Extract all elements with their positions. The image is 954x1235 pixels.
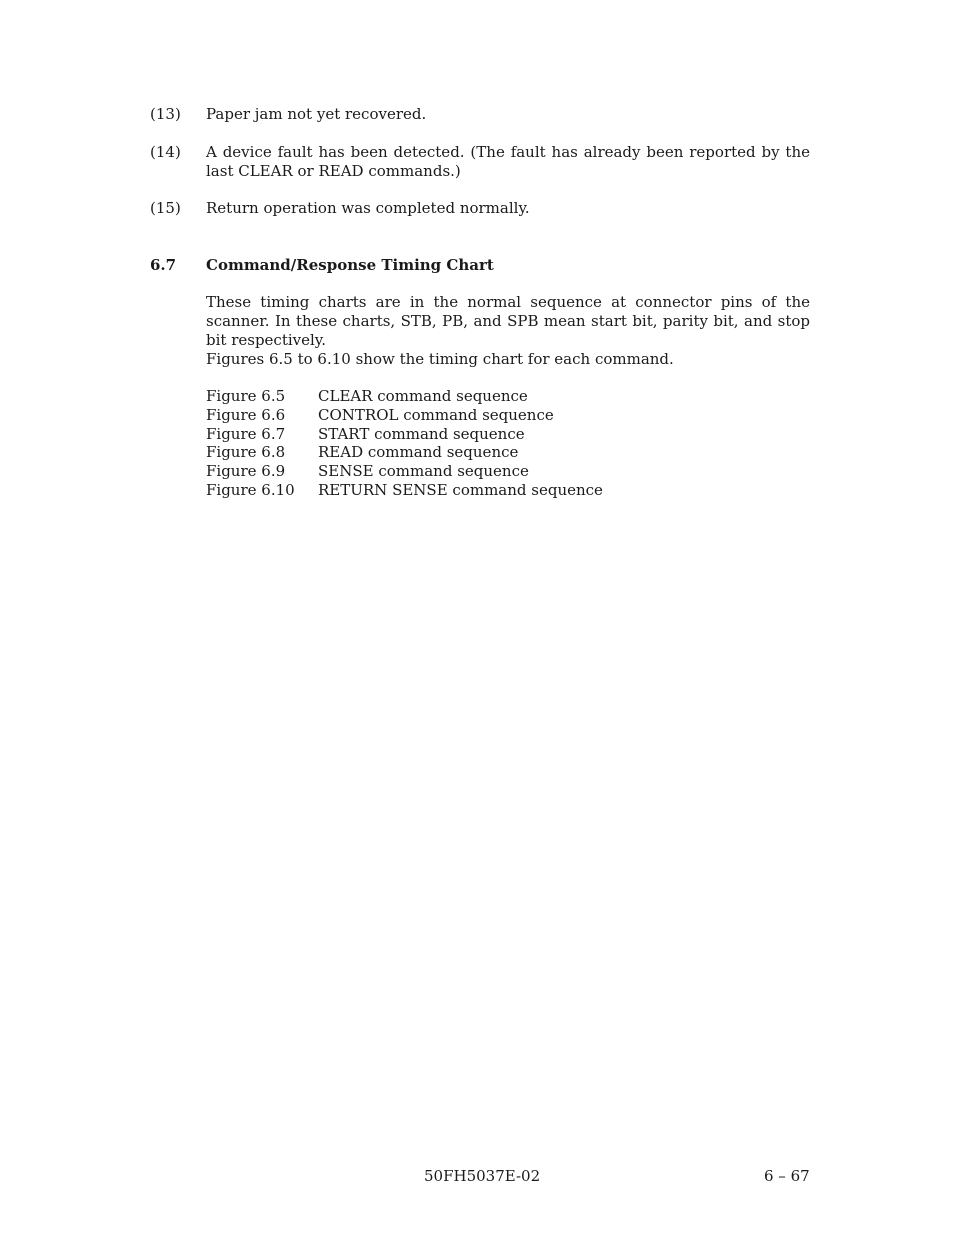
figure-label: Figure 6.9 (206, 462, 286, 481)
figure-label: Figure 6.5 (206, 387, 286, 405)
figure-description: START command sequence (318, 424, 525, 443)
document-code: 50FH5037E-02 (424, 1167, 541, 1185)
figure-label: Figure 6.7 (206, 424, 286, 443)
section-title: Command/Response Timing Chart (206, 256, 494, 274)
list-item-text: A device fault has been detected. (The fault has already been reported by the last CLEAR or READ commands.) (206, 143, 810, 180)
list-item-text: Return operation was completed normally. (206, 199, 530, 217)
list-item-number: (14) (150, 143, 181, 161)
figure-description: READ command sequence (318, 443, 519, 462)
list-item-text: Paper jam not yet recovered. (206, 105, 427, 123)
figure-label: Figure 6.6 (206, 405, 286, 424)
figure-label: Figure 6.8 (206, 443, 286, 462)
figure-label: Figure 6.10 (206, 480, 295, 499)
section-number: 6.7 (150, 256, 177, 274)
figure-description: CLEAR command sequence (318, 387, 528, 405)
intro-paragraph: These timing charts are in the normal sequence at connector pins of the scanner. In these charts, STB, PB, and SPB mean start bit, parity bit, and stop bit respectively. (206, 293, 810, 349)
figure-description: SENSE command sequence (318, 462, 529, 481)
list-item-number: (15) (150, 199, 181, 217)
figure-description: RETURN SENSE command sequence (318, 480, 603, 499)
figure-description: CONTROL command sequence (318, 405, 554, 424)
figures-paragraph: Figures 6.5 to 6.10 show the timing chart for each command. (206, 350, 674, 368)
list-item-number: (13) (150, 105, 181, 123)
page-number: 6 – 67 (764, 1167, 810, 1185)
